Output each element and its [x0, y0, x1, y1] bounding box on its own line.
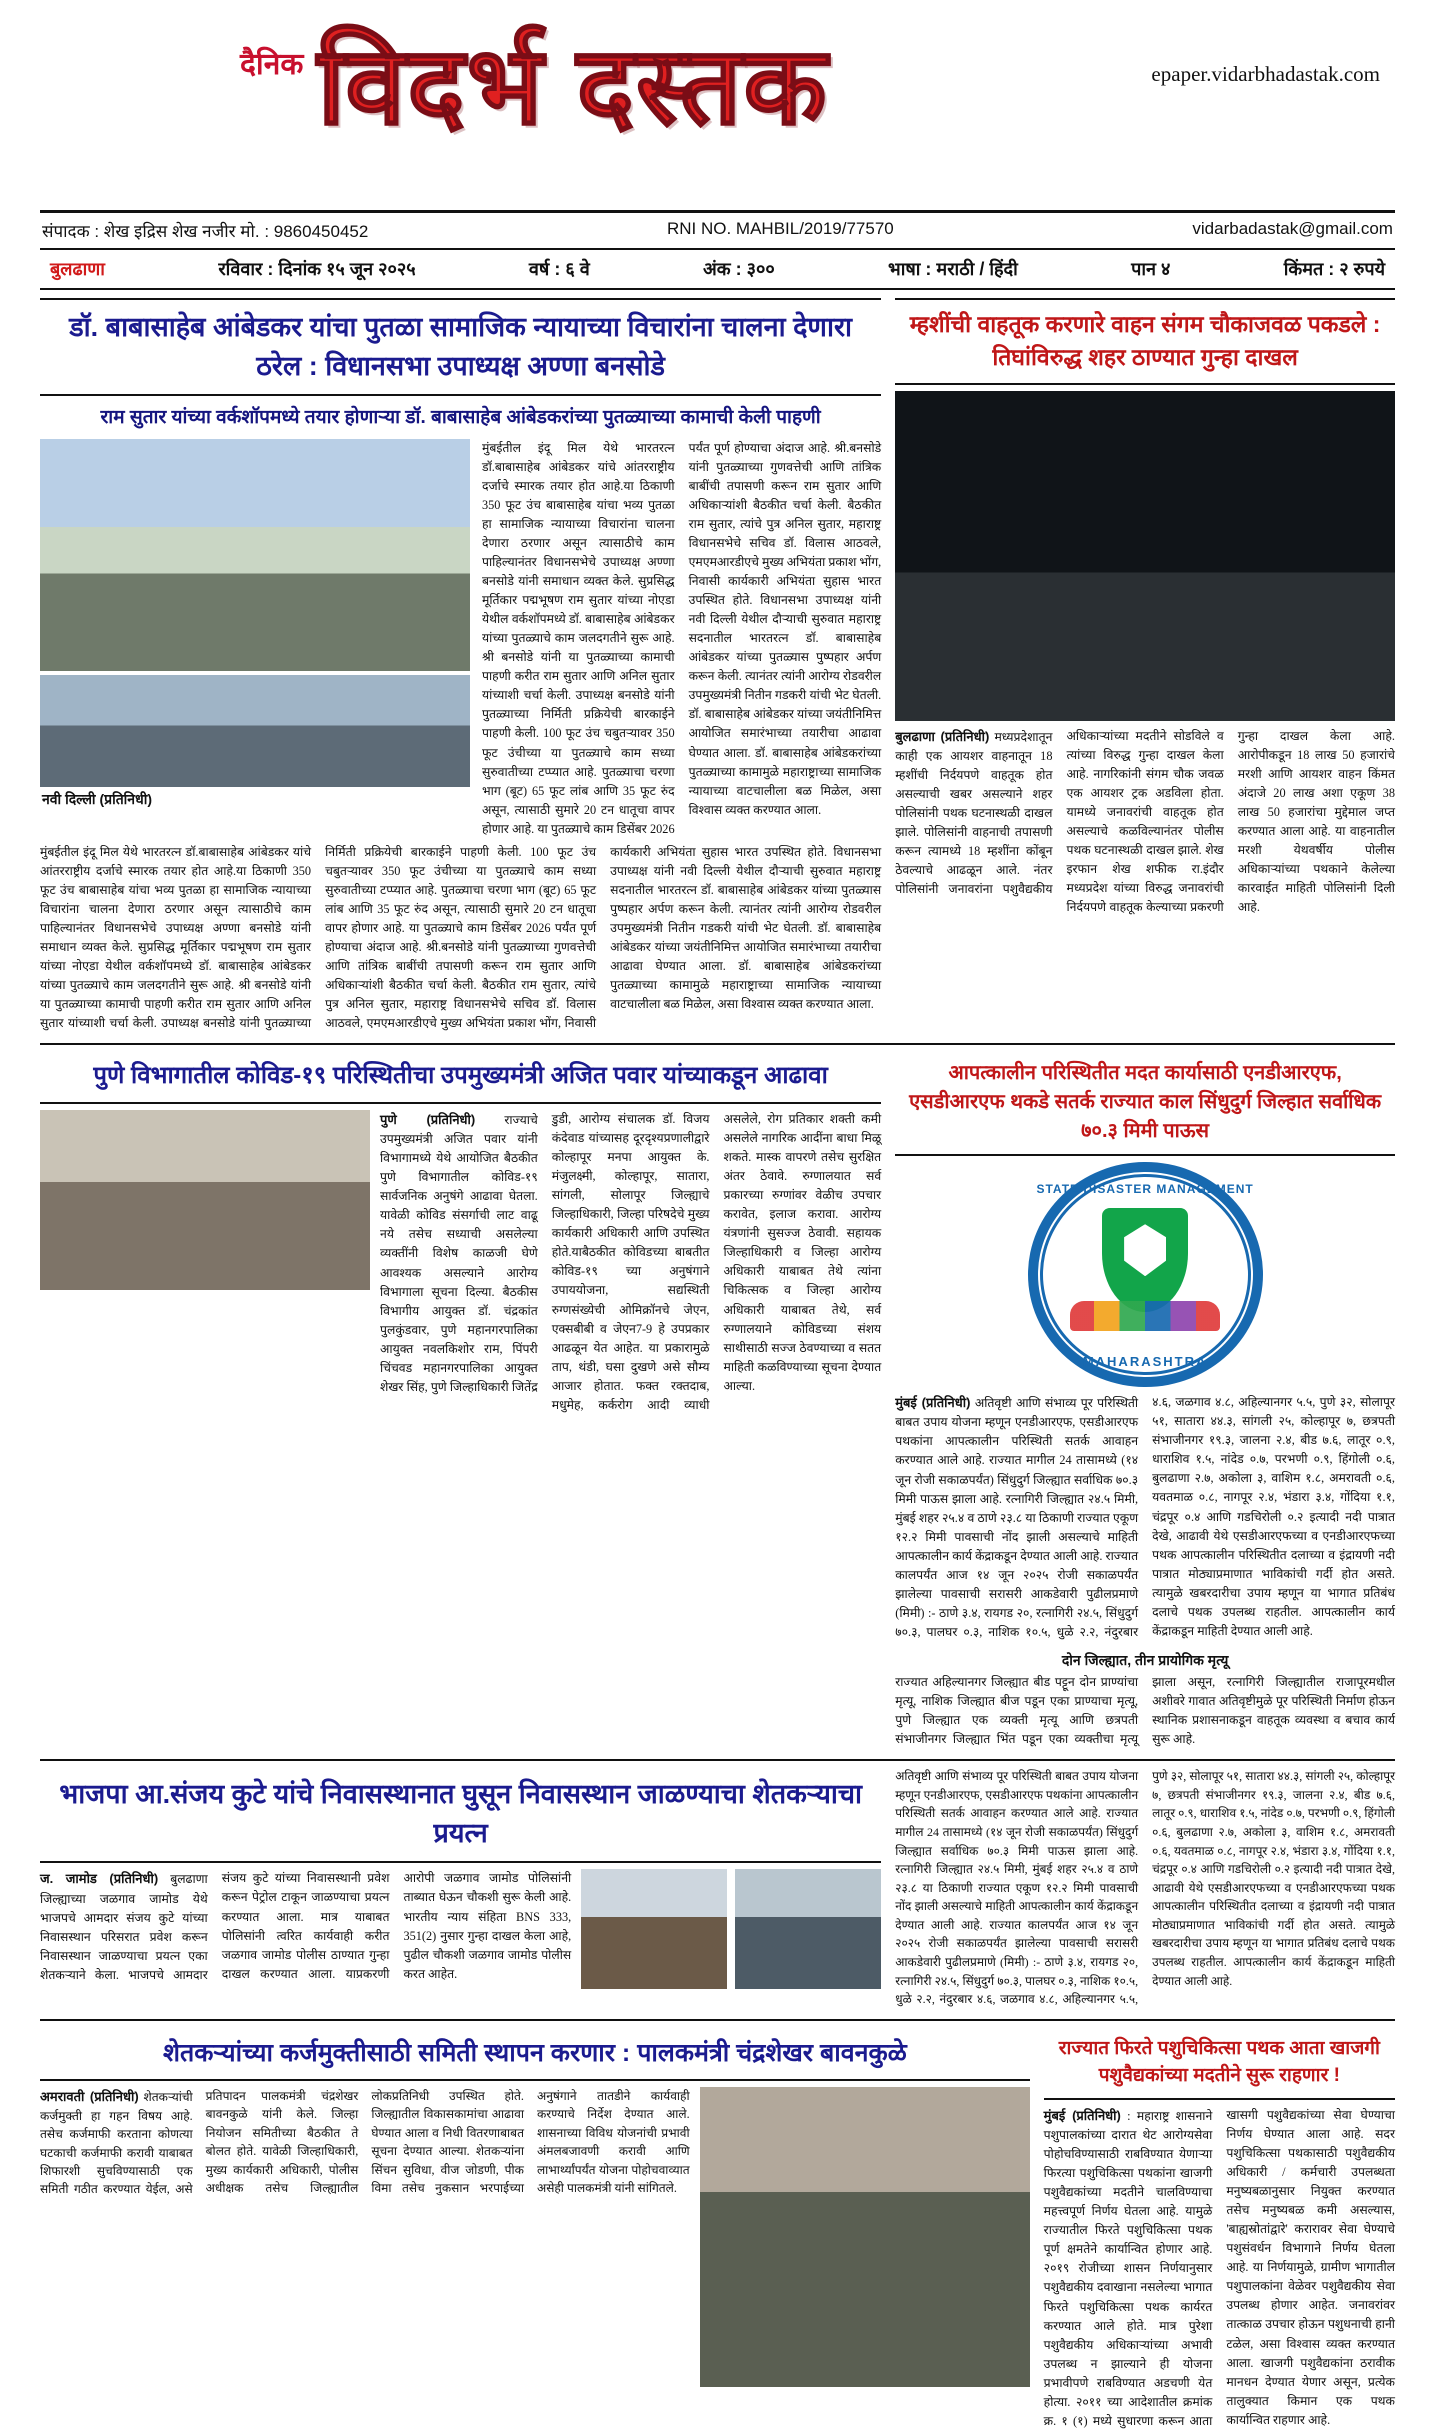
- sdma-top-text: STATE DISASTER MANAGEMENT: [1036, 1182, 1254, 1197]
- rain-sub-body: राज्यात अहिल्यानगर जिल्ह्यात बीड पट्टून दोन प्राण्यांचा मृत्यू, नाशिक जिल्ह्यात बीज पडून एका प्राण्याचा मृत्यू, पुणे जिल्ह्यात एक व्यक्ती मृत्यू आणि छत्रपती संभाजीनगर जिल्ह्यात भिंत पडून एका व्यक्तीचा मृत्यू झाला असून, रत्नागिरी जिल्ह्यातील राजापूरमधील अशीवरे गावात अतिवृष्टीमुळे पूर परिस्थिती निर्माण होऊन स्थानिक प्रशासनाकडून वाहतूक व्यवस्था व बचाव कार्य सुरू आहे.: [895, 1674, 1395, 1747]
- farmer-story: [40, 2027, 1030, 2431]
- separator-3: [40, 2019, 1395, 2021]
- logo-dainik-text: दैनिक: [240, 48, 304, 81]
- third-zone: [40, 1767, 1395, 2009]
- truck-photo: [895, 391, 1395, 721]
- info-language: भाषा : मराठी / हिंदी: [888, 259, 1018, 279]
- separator-1: [40, 1043, 1395, 1045]
- lead-subhead: राम सुतार यांच्या वर्कशॉपमध्ये तयार होणाऱ्या डॉ. बाबासाहेब आंबेडकरांच्या पुतळ्याच्या कामाची केली पाहणी: [100, 407, 821, 429]
- farmer-headline: शेतकऱ्यांच्या कर्जमुक्तीसाठी समिती स्थापन करणार : पालकमंत्री चंद्रशेखर बावनकुळे: [40, 2027, 1030, 2081]
- farmer-photo: [700, 2087, 1030, 2387]
- info-issue: अंक : ३००: [703, 259, 775, 279]
- lead-photo-group: [40, 675, 470, 787]
- truck-dateline: बुलढाणा (प्रतिनिधी): [895, 728, 990, 744]
- lead-body-bottom: मुंबईतील इंदू मिल येथे भारतरत्न डॉ.बाबासाहेब आंबेडकर यांचे आंतरराष्ट्रीय दर्जाचे स्मारक तयार होत आहे.या ठिकाणी 350 फूट उंच बाबासाहेब यांचा भव्य पुतळा हा सामाजिक न्यायाच्या विचारांना चालना देणारा ठरणार असून त्यासाठीचे काम पाहिल्यानंतर विधानसभेचे उपाध्यक्ष अण्णा बनसोडे यांनी समाधान व्यक्त केले. सुप्रसिद्ध मूर्तिकार पद्मभूषण राम सुतार यांच्या नोएडा येथील वर्कशॉपमध्ये डॉ. बाबासाहेब आंबेडकर यांच्या पुतळ्याचे काम जलदगतीने सुरू आहे. श्री बनसोडे यांनी या पुतळ्याच्या कामाची पाहणी करीत राम सुतार आणि अनिल सुतार यांच्याशी चर्चा केली. उपाध्यक्ष बनसोडे यांनी पुतळ्याच्या निर्मिती प्रक्रियेची बारकाईने पाहणी केली. 100 फूट उंच चबुतऱ्यावर 350 फूट उंचीच्या या पुतळ्याचे काम सध्या सुरुवातीच्या टप्प्यात आहे. पुतळ्याचा चरणा भाग (बूट) 65 फूट लांब आणि 35 फूट रुंद असून, त्यासाठी सुमारे 20 टन धातूचा वापर होणार आहे. या पुतळ्याचे काम डिसेंबर 2026 पर्यंत पूर्ण होण्याचा अंदाज आहे. श्री.बनसोडे यांनी पुतळ्याच्या गुणवत्तेची आणि तांत्रिक बाबींची तपासणी करून राम सुतार आणि अधिकाऱ्यांशी बैठकीत चर्चा केली. बैठकीत राम सुतार, त्यांचे पुत्र अनिल सुतार, महाराष्ट्र विधानसभेचे सचिव डॉ. विलास आठवले, एमएमआरडीएचे मुख्य अभियंता प्रकाश भोंग, निवासी कार्यकारी अभियंता सुहास भारत उपस्थित होते. विधानसभा उपाध्यक्ष यांनी नवी दिल्ली येथील दौऱ्याची सुरुवात महाराष्ट्र सदनातील भारतरत्न डॉ. बाबासाहेब आंबेडकर यांच्या पुतळ्यास पुष्पहार अर्पण करून केली. त्यानंतर त्यांनी आरोग्य रोडवरील उपमुख्यमंत्री नितीन गडकरी यांची भेट घेतली. डॉ. बाबासाहेब आंबेडकर यांच्या जयंतीनिमित्त आयोजित समारंभाच्या तयारीचा आढावा घेण्यात आला. डॉ. बाबासाहेब आंबेडकरांच्या पुतळ्याच्या कामामुळे महाराष्ट्राच्या सामाजिक न्यायाच्या वाटचालीला बळ मिळेल, असा विश्वास व्यक्त करण्यात आला.: [40, 844, 882, 1031]
- info-year: वर्ष : ६ वे: [528, 259, 590, 279]
- logo-title-text: विदर्भ दस्तक: [317, 25, 829, 146]
- sdma-logo: [1028, 1162, 1263, 1387]
- rni-number: RNI NO. MAHBIL/2019/77570: [666, 219, 894, 238]
- rain-headline: आपत्कालीन परिस्थितीत मदत कार्यासाठी एनडीआरएफ, एसडीआरएफ थकडे सतर्क राज्यात काल सिंधुदुर्ग जिल्हात सर्वाधिक ७०.३ मिमी पाऊस: [895, 1051, 1395, 1156]
- lead-photo-statue: [40, 439, 470, 671]
- bjp-headline: भाजपा आ.संजय कुटे यांचे निवासस्थानात घुसून निवासस्थान जाळण्याचा शेतकऱ्याचा प्रयत्न: [40, 1767, 881, 1863]
- rain-dateline: मुंबई (प्रतिनिधी): [895, 1395, 971, 1411]
- rain-body-continued: अतिवृष्टी आणि संभाव्य पूर परिस्थिती बाबत उपाय योजना म्हणून एनडीआरएफ, एसडीआरएफ पथकांना आपत्कालीन परिस्थिती सतर्क आवाहन करण्यात आले आहे. राज्यात मागील 24 तासामध्ये (१४ जून रोजी सकाळपर्यंत) सिंधुदुर्ग जिल्ह्यात सर्वाधिक ७०.३ मिमी पाऊस झाला आहे. रत्नागिरी जिल्ह्यात २४.५ मिमी, मुंबई शहर २५.४ व ठाणे २३.८ या ठिकाणी राज्यात एकूण १२.२ मिमी पावसाची नोंद झाली असल्याचे माहिती आपत्कालीन कार्य केंद्राकडून देण्यात आली आहे. राज्यात कालपर्यंत आज १४ जून २०२५ रोजी सकाळपर्यंत झालेल्या पावसाची सरासरी आकडेवारी पुढीलप्रमाणे (मिमी) :- ठाणे ३.४, रायगड २०, रत्नागिरी २४.५, सिंधुदुर्ग ७०.३, पालघर ०.३, नाशिक १०.५, धुळे २.२, नंदुरबार ४.६, जळगाव ४.८, अहिल्यानगर ५.५, पुणे ३२, सोलापूर ५१, सातारा ४४.३, सांगली २५, कोल्हापूर ७, छत्रपती संभाजीनगर १९.३, जालना २.४, बीड ७.६, लातूर ०.९, धाराशिव १.५, नांदेड ०.७, परभणी ०.९, हिंगोली ०.६, बुलढाणा २.७, अकोला ३, वाशिम १.८, अमरावती ०.६, यवतमाळ ०.८, नागपूर २.४, भंडारा ३.४, गोंदिया १.१, चंद्रपूर ०.४ आणि गडचिरोली ०.२ इत्यादी नदी पात्रात देखे, आढावी येथे एसडीआरएफच्या व एनडीआरएफच्या पथक आपत्कालीन परिस्थितीत दलाच्या व इंद्रायणी नदी पात्रात मोठ्याप्रमाणात भाविकांची गर्दी होत असते. त्यामुळे खबरदारीचा उपाय म्हणून या भागात प्रतिबंध दलाचे पथक उपलब्ध राहतील. आपत्कालीन कार्य केंद्राकडून माहिती देण्यात आली आहे.: [895, 1769, 1395, 2007]
- lead-photo-caption: नवी दिल्ली (प्रतिनिधी): [42, 790, 152, 807]
- issue-info-bar: [40, 248, 1395, 290]
- bjp-story: [40, 1767, 881, 2009]
- bjp-photo-mla: [581, 1869, 727, 1989]
- truck-body: मध्यप्रदेशातून काही एक आयशर वाहनातून 18 म्हशींची निर्दयपणे वाहतूक होत असल्याची खबर असल्याने शहर पोलिसांनी पथक घटनास्थळी दाखल झाले. पोलिसांनी वाहनाची तपासणी करून त्यामध्ये 18 म्हशींना कोंबून ठेवल्याचे आढळून आले. नंतर पोलिसांनी जनावरांना पशुवैद्यकीय अधिकाऱ्यांच्या मदतीने सोडविले व त्यांच्या विरुद्ध गुन्हा दाखल केला आहे. नागरिकांनी संगम चौक जवळ एक आयशर ट्रक अडविला होता. यामध्ये जनावरांची वाहतूक होत असल्याचे कळविल्यानंतर पोलीस पथक घटनास्थळी दाखल झाले. शेख इरफान शेख शफीक रा.इंदौर मध्यप्रदेश यांच्या विरुद्ध जनावरांची निर्दयपणे वाहतूक केल्याच्या प्रकरणी गुन्हा दाखल केला आहे. आरोपीकडून 18 लाख 50 हजारांचे मरशी आणि आयशर वाहन किंमत अंदाजे 20 लाख अशा एकूण 38 लाख 50 हजारांचा मुद्देमाल जप्त करण्यात आला आहे. या वाहनातील मरशी येथवर्षीय पोलीस अधिकाऱ्यांच्या पथकाने केलेल्या कारवाईत माहिती पोलिसांनी दिली आहे.: [895, 728, 1395, 915]
- bjp-photos: [581, 1869, 881, 1989]
- info-price: किंमत : २ रुपये: [1283, 259, 1386, 279]
- lead-headline: डॉ. बाबासाहेब आंबेडकर यांचा पुतळा सामाजिक न्यायाच्या विचारांना चालना देणारा ठरेल : विधानसभा उपाध्यक्ष अण्णा बनसोडे: [40, 298, 881, 396]
- covid-photo: [40, 1110, 370, 1290]
- masthead: [0, 0, 1435, 208]
- rain-continued: [895, 1767, 1395, 2009]
- farmer-body: शेतकऱ्यांची कर्जमुक्ती हा गहन विषय आहे. तसेच कर्जमाफी करताना कोणत्या घटकाची कर्जमाफी करावी याबाबत शिफारशी सुचविण्यासाठी एक समिती गठीत करण्यात येईल, असे प्रतिपादन पालकमंत्री चंद्रशेखर बावनकुळे यांनी केले. जिल्हा नियोजन समितीच्या बैठकीत ते बोलत होते. यावेळी जिल्हाधिकारी, मुख्य कार्यकारी अधिकारी, पोलीस अधीक्षक तसेच जिल्ह्यातील लोकप्रतिनिधी उपस्थित होते. जिल्ह्यातील विकासकामांचा आढावा घेण्यात आला व निधी वितरणाबाबत सूचना देण्यात आल्या. शेतकऱ्यांना सिंचन सुविधा, वीज जोडणी, पीक विमा तसेच नुकसान भरपाईच्या अनुषंगाने तातडीने कार्यवाही करण्याचे निर्देश देण्यात आले. शासनाच्या विविध योजनांची प्रभावी अंमलबजावणी करावी आणि लाभार्थ्यांपर्यंत योजना पोहोचवाव्यात असेही पालकमंत्री यांनी सांगितले.: [40, 2089, 690, 2197]
- epaper-url[interactable]: epaper.vidarbhadastak.com: [1151, 62, 1380, 86]
- truck-story: [895, 298, 1395, 1033]
- rain-body: अतिवृष्टी आणि संभाव्य पूर परिस्थिती बाबत उपाय योजना म्हणून एनडीआरएफ, एसडीआरएफ पथकांना आपत्कालीन परिस्थिती सतर्क आवाहन करण्यात आले आहे. राज्यात मागील 24 तासामध्ये (१४ जून रोजी सकाळपर्यंत) सिंधुदुर्ग जिल्ह्यात सर्वाधिक ७०.३ मिमी पाऊस झाला आहे. रत्नागिरी जिल्ह्यात २४.५ मिमी, मुंबई शहर २५.४ व ठाणे २३.८ या ठिकाणी राज्यात एकूण १२.२ मिमी पावसाची नोंद झाली असल्याचे माहिती आपत्कालीन कार्य केंद्राकडून देण्यात आली आहे. राज्यात कालपर्यंत आज १४ जून २०२५ रोजी सकाळपर्यंत झालेल्या पावसाची सरासरी आकडेवारी पुढीलप्रमाणे (मिमी) :- ठाणे ३.४, रायगड २०, रत्नागिरी २४.५, सिंधुदुर्ग ७०.३, पालघर ०.३, नाशिक १०.५, धुळे २.२, नंदुरबार ४.६, जळगाव ४.८, अहिल्यानगर ५.५, पुणे ३२, सोलापूर ५१, सातारा ४४.३, सांगली २५, कोल्हापूर ७, छत्रपती संभाजीनगर १९.३, जालना २.४, बीड ७.६, लातूर ०.९, धाराशिव १.५, नांदेड ०.७, परभणी ०.९, हिंगोली ०.६, बुलढाणा २.७, अकोला ३, वाशिम १.८, अमरावती ०.६, यवतमाळ ०.८, नागपूर २.४, भंडारा ३.४, गोंदिया १.१, चंद्रपूर ०.४ आणि गडचिरोली ०.२ इत्यादी नदी पात्रात देखे, आढावी येथे एसडीआरएफच्या व एनडीआरएफच्या पथक आपत्कालीन परिस्थितीत दलाच्या व इंद्रायणी नदी पात्रात मोठ्याप्रमाणात भाविकांची गर्दी होत असते. त्यामुळे खबरदारीचा उपाय म्हणून या भागात प्रतिबंध दलाचे पथक उपलब्ध राहतील. आपत्कालीन कार्य केंद्राकडून माहिती देण्यात आली आहे.: [895, 1395, 1395, 1639]
- top-zone: [40, 298, 1395, 1033]
- rain-sub-headline: दोन जिल्ह्यात, तीन प्रायोगिक मृत्यू: [1061, 1651, 1229, 1668]
- covid-story: [40, 1051, 881, 1749]
- info-date: रविवार : दिनांक १५ जून २०२५: [218, 259, 416, 279]
- lead-body-right: मुंबईतील इंदू मिल येथे भारतरत्न डॉ.बाबासाहेब आंबेडकर यांचे आंतरराष्ट्रीय दर्जाचे स्मारक तयार होत आहे.या ठिकाणी 350 फूट उंच बाबासाहेब यांचा भव्य पुतळा हा सामाजिक न्यायाच्या विचारांना चालना देणारा ठरणार असून त्यासाठीचे काम पाहिल्यानंतर विधानसभेचे उपाध्यक्ष अण्णा बनसोडे यांनी समाधान व्यक्त केले. सुप्रसिद्ध मूर्तिकार पद्मभूषण राम सुतार यांच्या नोएडा येथील वर्कशॉपमध्ये डॉ. बाबासाहेब आंबेडकर यांच्या पुतळ्याचे काम जलदगतीने सुरू आहे. श्री बनसोडे यांनी या पुतळ्याच्या कामाची पाहणी करीत राम सुतार आणि अनिल सुतार यांच्याशी चर्चा केली. उपाध्यक्ष बनसोडे यांनी पुतळ्याच्या निर्मिती प्रक्रियेची बारकाईने पाहणी केली. 100 फूट उंच चबुतऱ्यावर 350 फूट उंचीच्या या पुतळ्याचे काम सध्या सुरुवातीच्या टप्प्यात आहे. पुतळ्याचा चरणा भाग (बूट) 65 फूट लांब आणि 35 फूट रुंद असून, त्यासाठी सुमारे 20 टन धातूचा वापर होणार आहे. या पुतळ्याचे काम डिसेंबर 2026 पर्यंत पूर्ण होण्याचा अंदाज आहे. श्री.बनसोडे यांनी पुतळ्याच्या गुणवत्तेची आणि तांत्रिक बाबींची तपासणी करून राम सुतार आणि अधिकाऱ्यांशी बैठकीत चर्चा केली. बैठकीत राम सुतार, त्यांचे पुत्र अनिल सुतार, महाराष्ट्र विधानसभेचे सचिव डॉ. विलास आठवले, एमएमआरडीएचे मुख्य अभियंता प्रकाश भोंग, निवासी कार्यकारी अभियंता सुहास भारत उपस्थित होते. विधानसभा उपाध्यक्ष यांनी नवी दिल्ली येथील दौऱ्याची सुरुवात महाराष्ट्र सदनातील भारतरत्न डॉ. बाबासाहेब आंबेडकर यांच्या पुतळ्यास पुष्पहार अर्पण करून केली. त्यानंतर त्यांनी आरोग्य रोडवरील उपमुख्यमंत्री नितीन गडकरी यांची भेट घेतली. डॉ. बाबासाहेब आंबेडकर यांच्या जयंतीनिमित्त आयोजित समारंभाच्या तयारीचा आढावा घेण्यात आला. डॉ. बाबासाहेब आंबेडकरांच्या पुतळ्याच्या कामामुळे महाराष्ट्राच्या सामाजिक न्यायाच्या वाटचालीला बळ मिळेल, असा विश्वास व्यक्त करण्यात आला.: [482, 440, 882, 836]
- vet-body: : महाराष्ट्र शासनाने पशुपालकांच्या दारात थेट आरोग्यसेवा पोहोचविण्यासाठी राबविण्यात येणाऱ्या फिरत्या पशुचिकित्सा पथकांना खाजगी पशुवैद्यकांच्या मदतीने चालविण्याचा महत्त्वपूर्ण निर्णय घेतला आहे. यामुळे राज्यातील फिरते पशुचिकित्सा पथक पूर्ण क्षमतेने कार्यान्वित होणार आहे. २०१९ रोजीच्या शासन निर्णयानुसार पशुवैद्यकीय दवाखाना नसलेल्या भागात फिरते पशुचिकित्सा पथक कार्यरत करण्यात आले होते. मात्र पुरेशा पशुवैद्यकीय अधिकाऱ्यांच्या अभावी उपलब्ध न झाल्याने ही योजना प्रभावीपणे राबविण्यात अडचणी येत होत्या. २०११ च्या आदेशातील क्रमांक क्र. १ (१) मध्ये सुधारणा करून आता खासगी पशुवैद्यकांच्या सेवा घेण्याचा निर्णय घेण्यात आला आहे. सदर पशुचिकित्सा पथकासाठी पशुवैद्यकीय अधिकारी / कर्मचारी उपलब्धता मनुष्यबळानुसार नियुक्त करण्यात तसेच मनुष्यबळ कमी असल्यास, 'बाह्यस्रोतांद्वारे' करारावर सेवा घेण्याचे पशुसंवर्धन विभागाने निर्णय घेतला आहे. या निर्णयामुळे, ग्रामीण भागातील पशुपालकांना वेळेवर पशुवैद्यकीय सेवा उपलब्ध होणार आहेत. जनावरांवर तात्काळ उपचार होऊन पशुधनाची हानी टळेल, असा विश्वास व्यक्त करण्यात आला. खाजगी पशुवैद्यकांना ठरावीक मानधन देण्यात येणार असून, प्रत्येक तालुक्यात किमान एक पथक कार्यान्वित राहणार आहे.: [1043, 2107, 1395, 2428]
- covid-dateline: पुणे (प्रतिनिधी): [380, 1112, 476, 1128]
- editor-line: संपादक : शेख इद्रिस शेख नजीर मो. : 9860450452: [42, 222, 369, 241]
- bjp-dateline: ज. जामोड (प्रतिनिधी): [40, 1871, 159, 1887]
- masthead-credits: [0, 213, 1435, 248]
- bjp-body: बुलढाणा जिल्ह्याच्या जळगाव जामोड येथे भाजपचे आमदार संजय कुटे यांच्या निवासस्थान परिसरात प्रवेश करून निवासस्थान जाळण्याचा प्रयत्न एका शेतकऱ्याने केला. भाजपचे आमदार संजय कुटे यांच्या निवासस्थानी प्रवेश करून पेट्रोल टाकून जाळण्याचा प्रयत्न करण्यात आला. मात्र याबाबत पोलिसांनी त्वरित कार्यवाही करीत जळगाव जामोड पोलीस ठाण्यात गुन्हा दाखल करण्यात आला. याप्रकरणी आरोपी जळगाव जामोड पोलिसांनी ताब्यात घेऊन चौकशी सुरू केली आहे. भारतीय न्याय संहिता BNS 333, 351(2) नुसार गुन्हा दाखल केला आहे, पुढील चौकशी जळगाव जामोड पोलीस करत आहेत.: [40, 1871, 572, 1982]
- info-pages: पान ४: [1131, 259, 1171, 279]
- info-place: बुलढाणा: [50, 259, 105, 279]
- lead-story: [40, 298, 881, 1033]
- people-icon: [1070, 1301, 1220, 1331]
- farmer-dateline: अमरावती (प्रतिनिधी): [40, 2089, 139, 2105]
- bjp-photo-accused: [735, 1869, 881, 1989]
- truck-headline: म्हशींची वाहतूक करणारे वाहन संगम चौकाजवळ पकडले : तिघांविरुद्ध शहर ठाण्यात गुन्हा दाखल: [895, 298, 1395, 385]
- contact-email[interactable]: vidarbadastak@gmail.com: [1192, 219, 1393, 238]
- second-zone: [40, 1051, 1395, 1749]
- separator-2: [40, 1759, 1395, 1761]
- vet-dateline: मुंबई (प्रतिनिधी): [1043, 2107, 1121, 2123]
- covid-headline: पुणे विभागातील कोविड-१९ परिस्थितीचा उपमुख्यमंत्री अजित पवार यांच्याकडून आढावा: [40, 1051, 881, 1104]
- vet-story: [1044, 2027, 1395, 2431]
- sdma-bottom-text: MAHARASHTRA: [1082, 1354, 1208, 1370]
- covid-body: राज्याचे उपमुख्यमंत्री अजित पवार यांनी विभागामध्ये येथे आयोजित बैठकीत पुणे विभागातील कोविड-१९ सार्वजनिक अनुषंगे आढावा घेतला. यावेळी कोविड संसर्गाची लाट वाढू नये तसेच सध्याची असलेल्या व्यक्तींनी विशेष काळजी घेणे आवश्यक असल्याने आरोग्य विभागाला सूचना दिल्या. बैठकीस विभागीय आयुक्त डॉ. चंद्रकांत पुलकुंडवार, पुणे महानगरपालिका आयुक्त नवलकिशोर राम, पिंपरी चिंचवड महानगरपालिका आयुक्त शेखर सिंह, पुणे जिल्हाधिकारी जितेंद्र डुडी, आरोग्य संचालक डॉ. विजय कंदेवाड यांच्यासह दूरदृश्यप्रणालीद्वारे कोल्हापूर मनपा आयुक्त के. मंजुलक्ष्मी, कोल्हापूर, सातारा, सांगली, सोलापूर जिल्ह्याचे जिल्हाधिकारी, जिल्हा परिषदेचे मुख्य कार्यकारी अधिकारी आणि उपस्थित होते.याबैठकीत कोविडच्या बाबतीत कोविड-१९ च्या अनुषंगाने उपाययोजना, सद्यस्थिती रुग्णसंख्येची ओमिक्रॉनचे जेएन, एक्सबीबी व जेएन7-9 हे उपप्रकार आढळून येत आहेत. या प्रकारामुळे ताप, थंडी, घसा दुखणे असे सौम्य आजार होतात. फक्त रक्तदाब, मधुमेह, कर्करोग आदी व्याधी असलेले, रोग प्रतिकार शक्ती कमी असलेले नागरिक आदींना बाधा मिळू शकते. मास्क वापरणे तसेच सुरक्षित अंतर ठेवावे. रुग्णालयात सर्व प्रकारच्या रुग्णांवर वेळीच उपचार करावेत, इलाज करावा. आरोग्य यंत्रणांनी सुसज्ज ठेवावी. सहायक जिल्हाधिकारी व जिल्हा आरोग्य अधिकारी याबाबत तेथे त्यांना चिकित्सक व जिल्हा आरोग्य अधिकारी याबाबत तेथे, सर्व रुग्णालयाने कोविडच्या संशय साथीसाठी सज्ज ठेवण्याच्या व सतत माहिती कळविण्याच्या सूचना देण्यात आल्या.: [380, 1112, 882, 1412]
- vet-headline: राज्यात फिरते पशुचिकित्सा पथक आता खाजगी पशुवैद्यकांच्या मदतीने सुरू राहणार !: [1044, 2027, 1395, 2100]
- page-content: [0, 298, 1435, 2431]
- rain-sub-body-wrap: [895, 1673, 1395, 1749]
- rain-story: [895, 1051, 1395, 1749]
- bottom-zone: [40, 2027, 1395, 2431]
